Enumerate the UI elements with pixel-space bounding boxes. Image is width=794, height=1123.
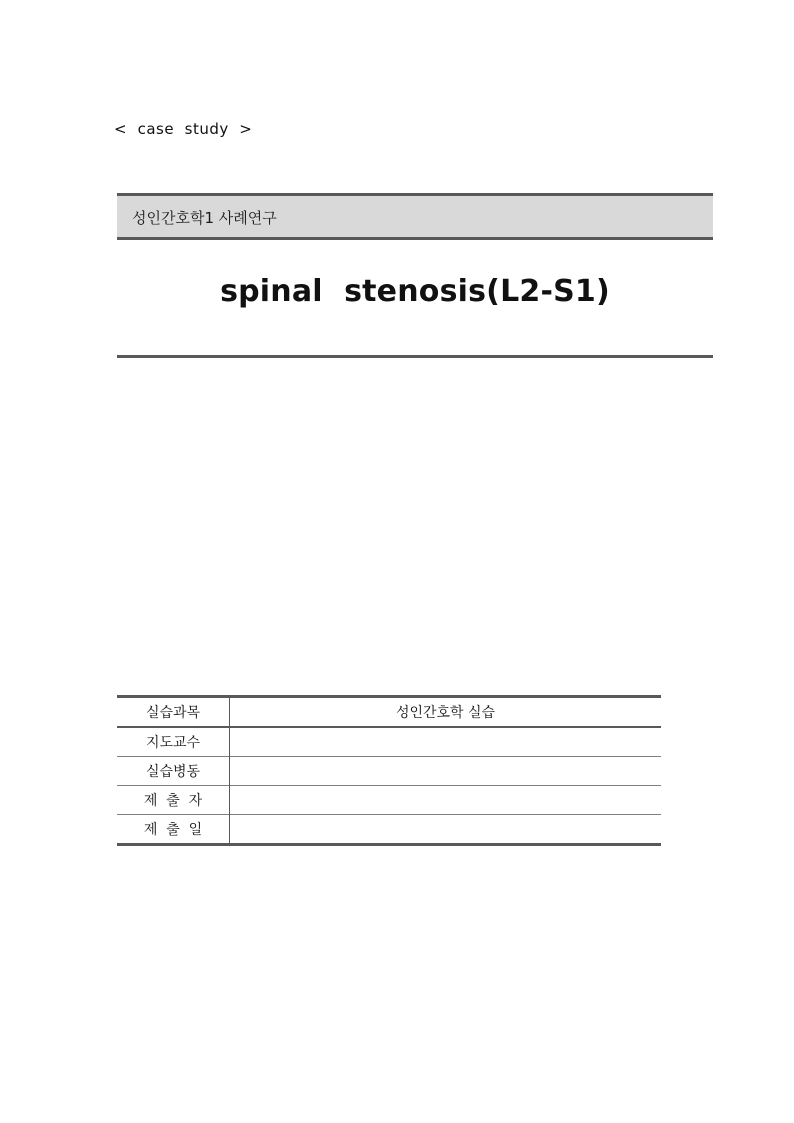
row-label-professor: 지도교수 <box>117 727 230 757</box>
row-label-date: 제 출 일 <box>117 815 230 845</box>
table-row <box>117 697 661 728</box>
row-value-professor <box>230 727 662 757</box>
course-banner <box>117 193 713 240</box>
row-label-course: 실습과목 <box>117 697 230 728</box>
table-row <box>117 757 661 786</box>
row-value-course: 성인간호학 실습 <box>230 697 662 728</box>
row-value-date <box>230 815 662 845</box>
row-value-ward <box>230 757 662 786</box>
table-row <box>117 727 661 757</box>
submission-info-table <box>117 695 661 846</box>
row-label-ward: 실습병동 <box>117 757 230 786</box>
course-banner-text: 성인간호학1 사례연구 <box>132 209 277 227</box>
case-study-tag: < case study > <box>114 120 253 138</box>
row-value-submitter <box>230 786 662 815</box>
title-divider <box>117 355 713 358</box>
table-row <box>117 815 661 845</box>
row-label-submitter: 제 출 자 <box>117 786 230 815</box>
table-row <box>117 786 661 815</box>
report-title: spinal stenosis(L2-S1) <box>220 274 610 309</box>
